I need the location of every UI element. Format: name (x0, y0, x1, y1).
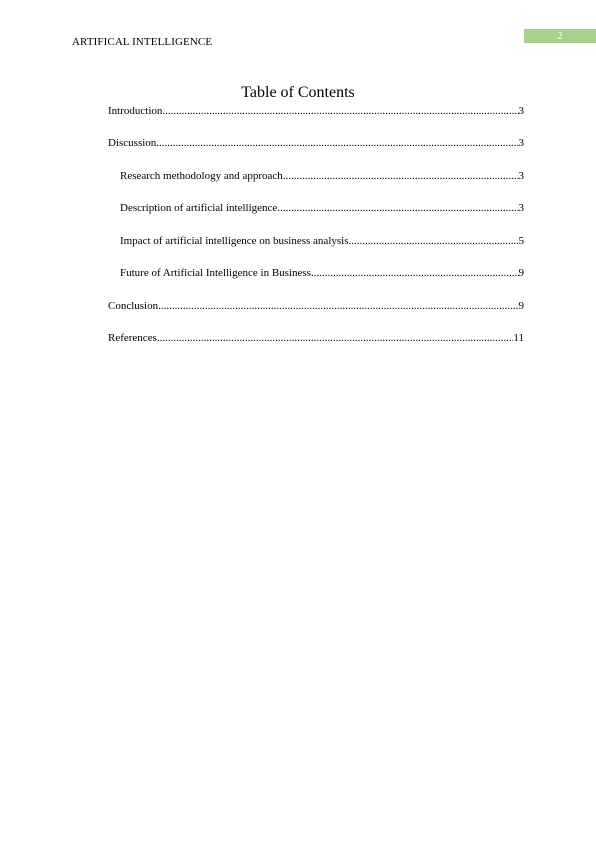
toc-entry-label: Impact of artificial intelligence on business analysis (120, 235, 349, 247)
dot-leader (283, 170, 519, 183)
dot-leader (162, 105, 518, 118)
toc-entry-page: 3 (518, 137, 524, 149)
dot-leader (349, 235, 519, 248)
toc-entry-future-of-ai[interactable] (120, 267, 524, 280)
toc-heading: Table of Contents (241, 84, 355, 101)
dot-leader (156, 137, 518, 150)
dot-leader (158, 300, 518, 313)
toc-entry-description-of-ai[interactable] (120, 202, 524, 215)
running-header: ARTIFICAL INTELLIGENCE (72, 36, 213, 48)
toc-entry-label: Introduction (108, 105, 163, 117)
toc-entry-page: 3 (518, 170, 524, 182)
toc-entry-references[interactable] (108, 332, 524, 345)
toc-entry-page: 3 (518, 105, 524, 117)
toc-entry-label: Discussion (108, 137, 157, 149)
toc-entry-label: References (108, 332, 157, 344)
toc-entry-discussion[interactable] (108, 137, 524, 150)
page-number-badge: 2 (524, 29, 596, 43)
toc-entry-conclusion[interactable] (108, 300, 524, 313)
toc-entry-page: 9 (518, 267, 524, 279)
toc-entry-impact-of-ai[interactable] (120, 235, 524, 248)
toc-entry-page: 11 (513, 332, 524, 344)
toc-entry-page: 5 (518, 235, 524, 247)
toc-entry-label: Description of artificial intelligence (120, 202, 278, 214)
toc-entry-label: Conclusion (108, 300, 159, 312)
toc-entry-introduction[interactable] (108, 105, 524, 118)
toc-entry-label: Research methodology and approach (120, 170, 283, 182)
toc-entry-page: 9 (518, 300, 524, 312)
toc-entry-research-methodology[interactable] (120, 170, 524, 183)
dot-leader (277, 202, 518, 215)
dot-leader (311, 267, 519, 280)
toc-entry-label: Future of Artificial Intelligence in Business (120, 267, 311, 279)
toc-entry-page: 3 (518, 202, 524, 214)
dot-leader (157, 332, 514, 345)
